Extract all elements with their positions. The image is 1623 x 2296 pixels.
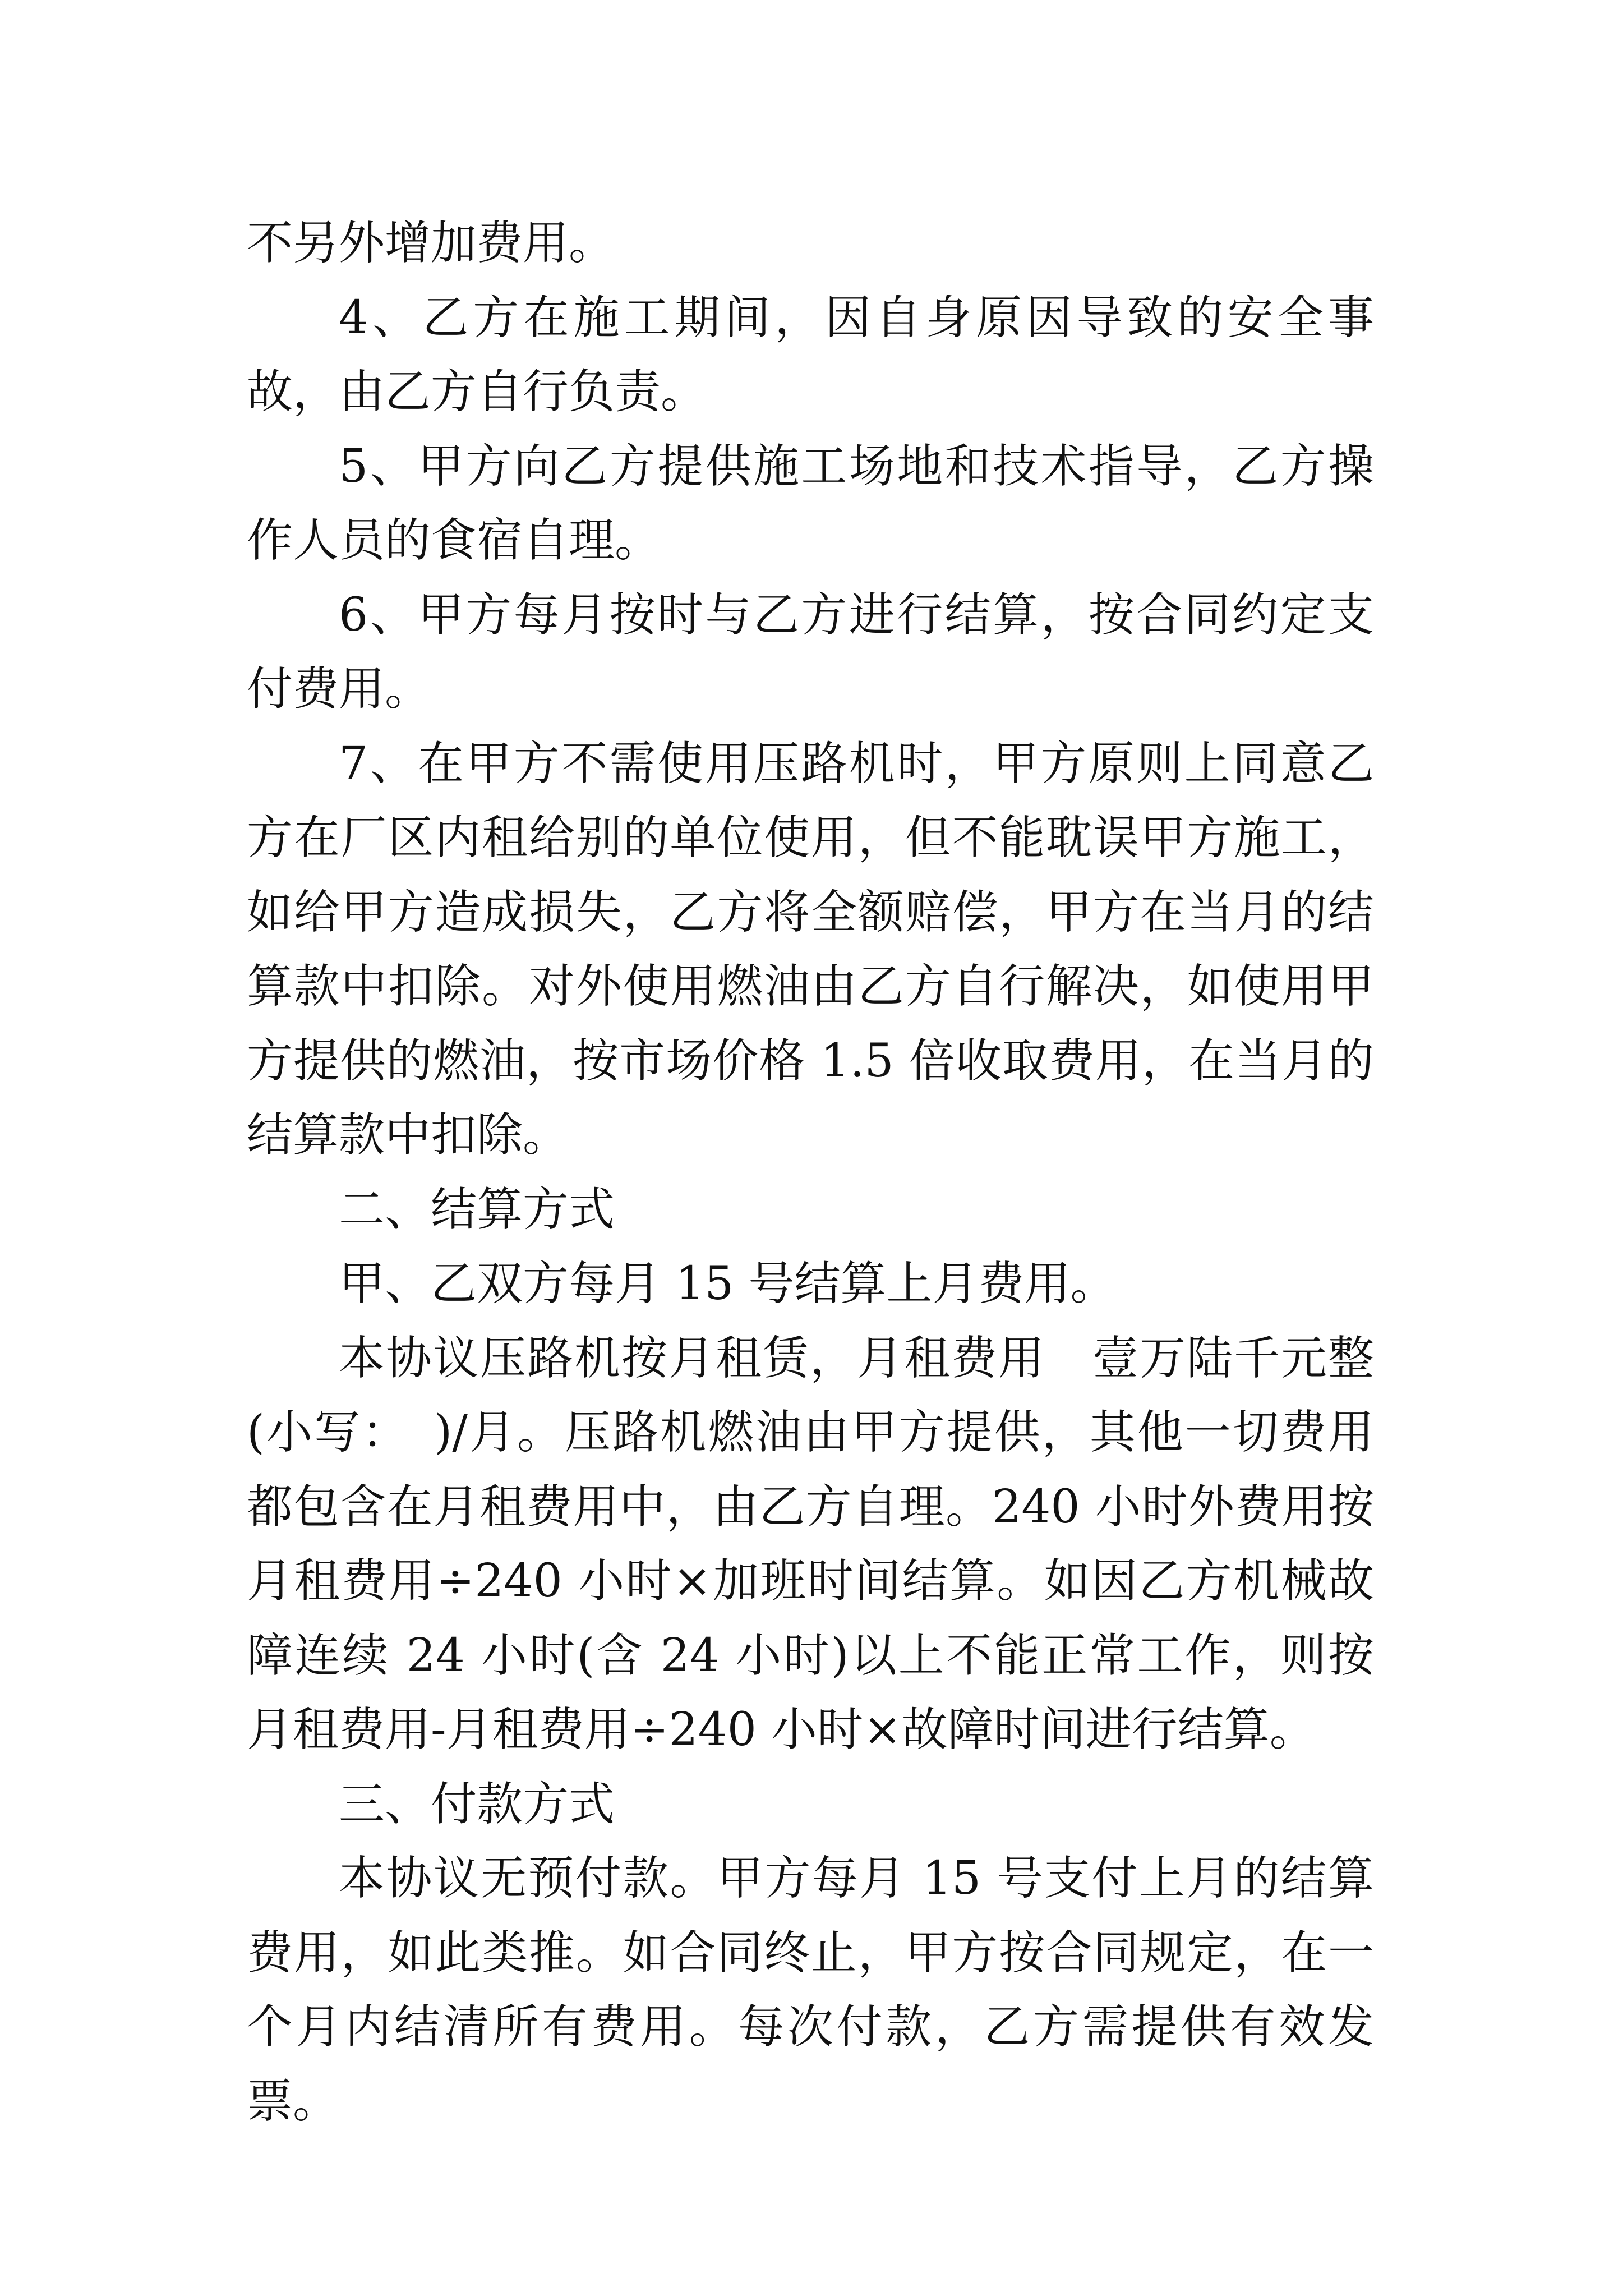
- section-heading-settlement: 二、结算方式: [339, 1182, 615, 1236]
- paragraph-continuation: 不另外增加费用。: [247, 217, 615, 270]
- clause-4: 4、乙方在施工期间，因自身原因导致的安全事故，由乙方自行负责。: [247, 291, 1374, 418]
- section-heading-payment: 三、付款方式: [339, 1777, 615, 1831]
- clause-7: 7、在甲方不需使用压路机时，甲方原则上同意乙方在厂区内租给别的单位使用，但不能耽误甲方施工，如给甲方造成损失，乙方将全额赔偿，甲方在当月的结算款中扣除。对外使用燃油由乙方自行解决，如使用甲方提供的燃油，按市场价格 1.5 倍收取费用，在当月的结算款中扣除。: [247, 737, 1374, 1162]
- clause-5: 5、甲方向乙方提供施工场地和技术指导，乙方操作人员的食宿自理。: [247, 439, 1374, 567]
- document-page: [247, 206, 1374, 2139]
- settlement-date: 甲、乙双方每月 15 号结算上月费用。: [339, 1257, 1117, 1310]
- rental-terms: 本协议压路机按月租赁，月租费用 壹万陆千元整(小写： )/月。压路机燃油由甲方提供，其他一切费用都包含在月租费用中，由乙方自理。240 小时外费用按月租费用÷240 小时×加班时间结算。如因乙方机械故障连续 24 小时(含 24 小时)以上不能正常工作，则按月租费用-月租费用÷240 小时×故障时间进行结算。: [247, 1331, 1374, 1756]
- clause-6: 6、甲方每月按时与乙方进行结算，按合同约定支付费用。: [247, 588, 1374, 716]
- payment-terms: 本协议无预付款。甲方每月 15 号支付上月的结算费用，如此类推。如合同终止，甲方按合同规定，在一个月内结清所有费用。每次付款，乙方需提供有效发票。: [247, 1852, 1374, 2128]
